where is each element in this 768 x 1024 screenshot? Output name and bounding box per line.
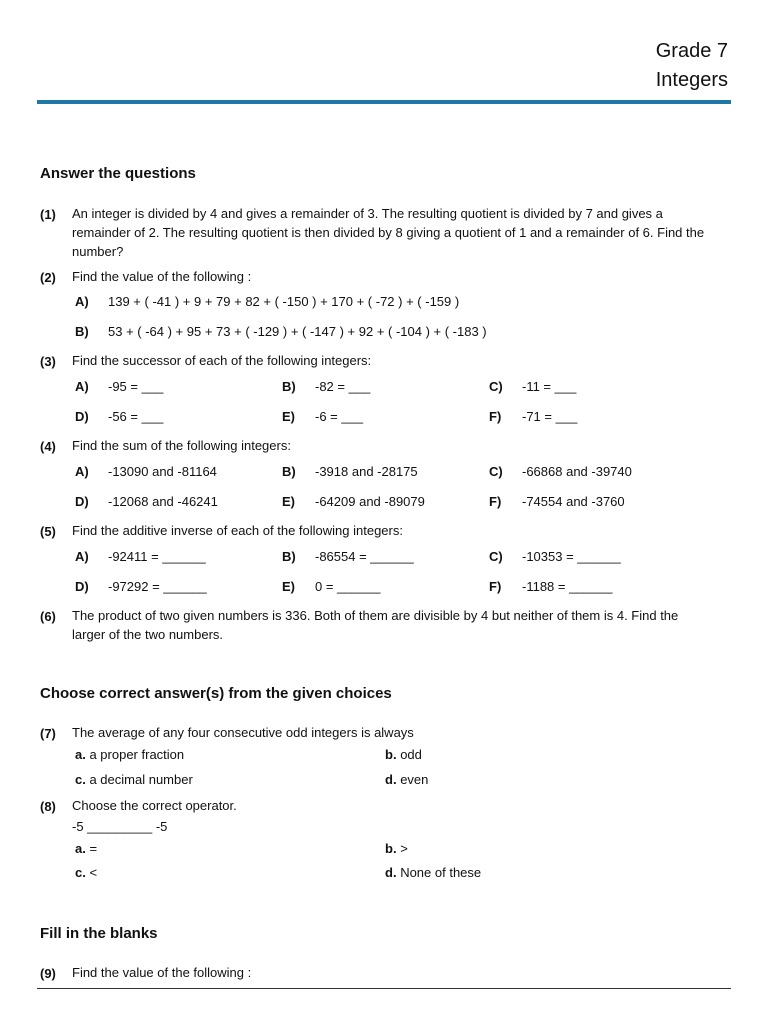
item-label: F) [489,579,502,594]
item-value: -64209 and -89079 [315,494,425,509]
item-value: -6 = ___ [315,409,364,424]
item-value: 0 = ______ [315,579,381,594]
question-text: Choose the correct operator. [72,798,237,813]
question-text: Find the value of the following : [72,269,252,284]
item-value: -97292 = ______ [108,579,207,594]
item-value: 53 + ( -64 ) + 95 + 73 + ( -129 ) + ( -147 ) + 92 + ( -104 ) + ( -183 ) [108,324,487,339]
item-label: A) [75,464,89,479]
question-number: (6) [40,609,56,624]
item-label: D) [75,579,89,594]
question-number: (9) [40,966,56,981]
choice-option: a. = [75,841,98,856]
item-label: B) [282,464,296,479]
item-value: -12068 and -46241 [108,494,218,509]
item-label: C) [489,379,503,394]
section-title-choose: Choose correct answer(s) from the given choices [40,685,392,702]
question-text: Find the additive inverse of each of the following integers: [72,523,403,538]
item-label: F) [489,494,502,509]
section-title-fill: Fill in the blanks [40,925,158,942]
topic-heading: Integers [655,69,728,91]
question-text: Find the sum of the following integers: [72,438,291,453]
item-value: -56 = ___ [108,409,164,424]
item-value: -10353 = ______ [522,549,621,564]
question-number: (8) [40,799,56,814]
item-label: B) [282,549,296,564]
expression: -5 _________ -5 [72,819,168,834]
question-number: (3) [40,354,56,369]
item-label: D) [75,494,89,509]
question-number: (4) [40,439,56,454]
item-label: E) [282,409,295,424]
item-label: F) [489,409,502,424]
question-number: (2) [40,270,56,285]
item-value: -3918 and -28175 [315,464,418,479]
item-label: B) [75,324,89,339]
item-label: E) [282,579,295,594]
question-text: The average of any four consecutive odd integers is always [72,725,414,740]
item-value: -13090 and -81164 [108,464,217,479]
grade-heading: Grade 7 [655,40,728,62]
choice-option: c. < [75,865,98,880]
choice-option: b. > [385,841,408,856]
item-value: -11 = ___ [522,379,577,394]
question-text: The product of two given numbers is 336. Both of them are divisible by 4 but neither of them is 4. Find the larger of the two numbers. [72,608,679,642]
question-text: An integer is divided by 4 and gives a remainder of 3. The resulting quotient is divided by 7 and gives a remainder of 2. The resulting quotient is then divided by 8 giving a quotient of 1 and a remainder of 6. Find the number? [72,206,705,259]
question-text: Find the value of the following : [72,965,252,980]
choice-option: b. odd [385,747,422,762]
header-divider [37,100,731,104]
item-label: D) [75,409,89,424]
item-value: -82 = ___ [315,379,371,394]
item-value: -86554 = ______ [315,549,414,564]
item-label: A) [75,379,89,394]
question-text: Find the successor of each of the following integers: [72,353,372,368]
item-label: A) [75,549,89,564]
choice-option: d. None of these [385,865,482,880]
section-title-answer: Answer the questions [40,165,196,182]
item-value: -95 = ___ [108,379,164,394]
question-number: (7) [40,726,56,741]
item-value: -71 = ___ [522,409,578,424]
footer-divider [37,988,731,989]
item-value: 139 + ( -41 ) + 9 + 79 + 82 + ( -150 ) + 170 + ( -72 ) + ( -159 ) [108,294,460,309]
item-value: -74554 and -3760 [522,494,625,509]
choice-option: a. a proper fraction [75,747,185,762]
choice-option: d. even [385,772,429,787]
item-label: E) [282,494,295,509]
item-label: A) [75,294,89,309]
question-number: (5) [40,524,56,539]
question-number: (1) [40,207,56,222]
item-value: -92411 = ______ [108,549,206,564]
item-label: B) [282,379,296,394]
item-value: -1188 = ______ [522,579,613,594]
choice-option: c. a decimal number [75,772,193,787]
item-label: C) [489,464,503,479]
item-label: C) [489,549,503,564]
item-value: -66868 and -39740 [522,464,632,479]
